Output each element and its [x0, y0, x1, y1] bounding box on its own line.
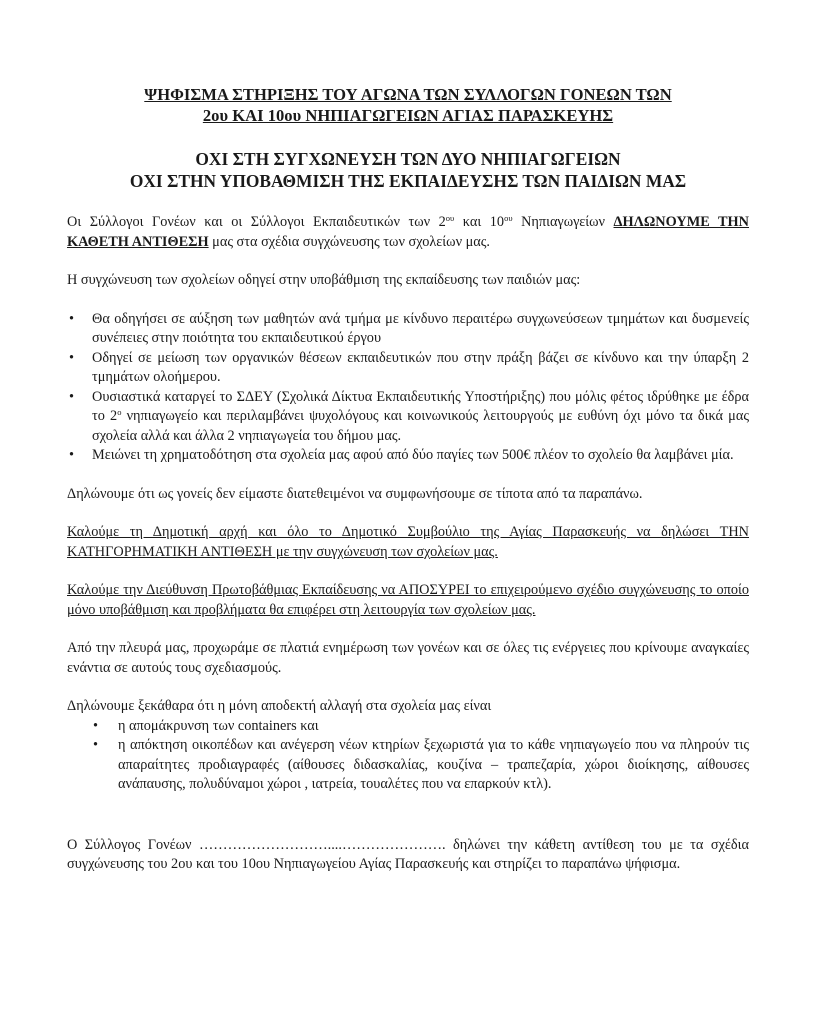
acceptable-changes-list [93, 717, 749, 795]
title-line-2: 2ου ΚΑΙ 10ου ΝΗΠΙΑΓΩΓΕΙΩΝ ΑΓΙΑΣ ΠΑΡΑΣΚΕΥΗΣ [202, 106, 614, 125]
intro-text: και 10 [454, 214, 505, 230]
subtitle-line-1: ΟΧΙ ΣΤΗ ΣΥΓΧΩΝΕΥΣΗ ΤΩΝ ΔΥΟ ΝΗΠΙΑΓΩΓΕΙΩΝ [195, 149, 621, 169]
signature-paragraph [67, 836, 749, 875]
list-item [67, 388, 749, 447]
bullet-icon: • [93, 717, 99, 734]
intro-text: Νηπιαγωγείων [512, 214, 614, 230]
subtitle-line-2: ΟΧΙ ΣΤΗΝ ΥΠΟΒΑΘΜΙΣΗ ΤΗΣ ΕΚΠΑΙΔΕΥΣΗΣ ΤΩΝ ΠΑΙΔΙΩΝ ΜΑΣ [129, 171, 687, 191]
intro-emphasis: ΔΗΛΩΝΟΥΜΕ ΤΗΝ ΚΑΘΕΤΗ ΑΝΤΙΘΕΣΗ [67, 214, 749, 250]
document-title [67, 84, 749, 126]
our-side-paragraph: Από την πλευρά μας, προχωράμε σε πλατιά ενημέρωση των γονέων και σε όλες τις ενέργειες που κρίνουμε αναγκαίες ενάντια σε αυτούς τους σχεδιασμούς. [67, 640, 749, 676]
list-item-text: Θα οδηγήσει σε αύξηση των μαθητών ανά τμήμα με κίνδυνο περαιτέρω συγχωνεύσεων τμημάτων και δυσμενείς συνέπειες στην ποιότητα του εκπαιδευτικού έργου [92, 310, 749, 346]
list-item-text: η απομάκρυνση των containers και [118, 717, 319, 734]
list-item-text: Ουσιαστικά καταργεί το ΣΔΕΥ (Σχολικά Δίκτυα Εκπαιδευτικής Υποστήριξης) που μόλις φέτος ιδρύθηκε με έδρα το 2 [92, 388, 749, 424]
list-item [67, 310, 749, 349]
intro-paragraph [67, 213, 749, 252]
consequences-list [67, 310, 749, 466]
bullet-icon: • [69, 310, 75, 327]
list-item-text: Μειώνει τη χρηματοδότηση στα σχολεία μας αφού από δύο παγίες των 500€ πλέον το σχολείο θα λαμβάνει μία. [92, 447, 734, 463]
intro-text: μας στα σχέδια συγχώνευσης των σχολείων μας. [208, 233, 490, 250]
list-item [93, 717, 749, 737]
title-line-1: ΨΗΦΙΣΜΑ ΣΤΗΡΙΞΗΣ ΤΟΥ ΑΓΩΝΑ ΤΩΝ ΣΥΛΛΟΓΩΝ ΓΟΝΕΩΝ ΤΩΝ [144, 85, 672, 104]
association-name-blank: ………………………....…………………. [198, 836, 446, 853]
resolution-document [67, 84, 749, 875]
acceptable-lead: Δηλώνουμε ξεκάθαρα ότι η μόνη αποδεκτή αλλαγή στα σχολεία μας είναι [67, 698, 492, 714]
superscript: ου [504, 213, 513, 223]
list-item-text: η απόκτηση οικοπέδων και ανέγερση νέων κτηρίων ξεχωριστά για το κάθε νηπιαγωγείο που να πληρούν τις απαραίτητες προδιαγραφές (αίθουσες διδασκαλίας, κουζίνα – τραπεζαρία, χώροι διοίκησης, αίθουσες ανάπαυσης, πολυδύναμοι χώροι , ιατρεία, τουαλέτες που να επαρκούν κτλ). [118, 737, 749, 792]
list-item [93, 736, 749, 795]
bullet-icon: • [69, 349, 75, 366]
intro-text: Οι Σύλλογοι Γονέων και οι Σύλλογοι Εκπαιδευτικών των 2 [67, 214, 446, 230]
superscript: ο [117, 407, 122, 417]
list-item [67, 349, 749, 388]
signature-text: δηλώνει την κάθετη αντίθεση του με τα σχέδια συγχώνευσης του 2ου και του 10ου Νηπιαγωγείου Αγίας Παρασκευής και στηρίζει το παραπάνω ψήφισμα. [67, 836, 750, 872]
merger-lead: Η συγχώνευση των σχολείων οδηγεί στην υποβάθμιση της εκπαίδευσης των παιδιών μας: [67, 272, 581, 288]
call-to-directorate: Καλούμε την Διεύθυνση Πρωτοβάθμιας Εκπαίδευσης να ΑΠΟΣΥΡΕΙ το επιχειρούμενο σχέδιο συγχώνευσης το οποίο μόνο υποβάθμιση και προβλήματα θα επιφέρει στη λειτουργία των σχολείων μας. [67, 582, 749, 618]
call-to-municipality: Καλούμε τη Δημοτική αρχή και όλο το Δημοτικό Συμβούλιο της Αγίας Παρασκευής να δηλώσει ΤΗΝ ΚΑΤΗΓΟΡΗΜΑΤΙΚΗ ΑΝΤΙΘΕΣΗ με την συγχώνευση των σχολείων μας. [67, 524, 749, 560]
not-willing-statement: Δηλώνουμε ότι ως γονείς δεν είμαστε διατεθειμένοι να συμφωνήσουμε σε τίποτα από τα παραπάνω. [67, 485, 643, 502]
superscript: ου [445, 213, 455, 223]
bullet-icon: • [93, 737, 99, 753]
bullet-icon: • [69, 447, 75, 463]
signature-text: Ο Σύλλογος Γονέων [67, 836, 199, 853]
list-item [67, 446, 749, 466]
document-subtitle [67, 148, 749, 192]
list-item-text: νηπιαγωγείο και περιλαμβάνει ψυχολόγους και κοινωνικούς λειτουργούς με ευθύνη όχι μόνο τα δικά μας σχολεία αλλά και άλλα 2 νηπιαγωγεία του δήμου μας. [92, 408, 749, 444]
bullet-icon: • [69, 388, 75, 405]
list-item-text: Οδηγεί σε μείωση των οργανικών θέσεων εκπαιδευτικών που στην πράξη βάζει σε κίνδυνο και την ύπαρξη 2 τμημάτων ολοήμερου. [92, 349, 749, 385]
